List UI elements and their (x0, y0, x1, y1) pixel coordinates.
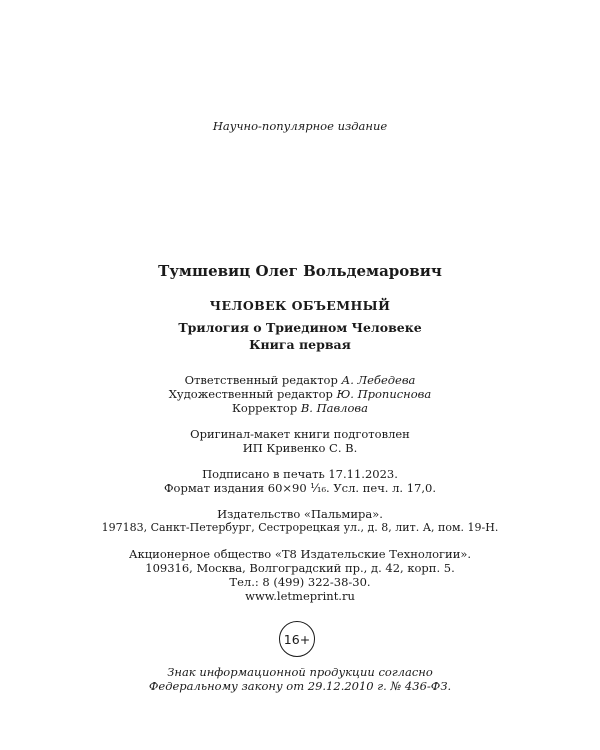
credit-proofreader (0, 401, 600, 415)
publisher-name: Издательство «Пальмира». (217, 507, 383, 521)
print-format-line: Формат издания 60×90 ¹⁄₁₆. Усл. печ. л. 17,0. (163, 481, 436, 495)
credit-role: Корректор (232, 401, 301, 415)
genre-label: Научно-популярное издание (212, 119, 388, 133)
credit-art-editor (0, 387, 600, 401)
layout-line-2: ИП Кривенко С. В. (242, 441, 358, 455)
printer-website: www.letmeprint.ru (245, 589, 355, 603)
notice-line-1: Знак информационной продукции согласно (167, 665, 433, 679)
layout-line-1: Оригинал-макет книги подготовлен (190, 427, 410, 441)
age-rating-badge: 16+ (279, 621, 315, 657)
publisher-address: 197183, Санкт-Петербург, Сестрорецкая ул., д. 8, лит. А, пом. 19-Н. (101, 521, 499, 534)
printer-address: 109316, Москва, Волгоградский пр., д. 42, корп. 5. (145, 561, 455, 575)
notice-line-2: Федеральному закону от 29.12.2010 г. № 436-ФЗ. (148, 679, 452, 693)
book-number: Книга первая (249, 337, 351, 352)
printer-name: Акционерное общество «Т8 Издательские Технологии». (128, 547, 472, 561)
credit-person: Ю. Прописнова (336, 387, 432, 401)
author-name: Тумшевиц Олег Вольдемарович (158, 262, 442, 280)
print-signed-line: Подписано в печать 17.11.2023. (202, 467, 398, 481)
credit-person: А. Лебедева (341, 373, 416, 387)
credit-editor (0, 373, 600, 387)
book-title: ЧЕЛОВЕК ОБЪЕМНЫЙ (209, 298, 391, 313)
book-subtitle: Трилогия о Триедином Человеке (178, 320, 422, 335)
credit-role: Ответственный редактор (184, 373, 342, 387)
credit-role: Художественный редактор (168, 387, 337, 401)
credit-person: В. Павлова (300, 401, 368, 415)
printer-phone: Тел.: 8 (499) 322-38-30. (229, 575, 371, 589)
